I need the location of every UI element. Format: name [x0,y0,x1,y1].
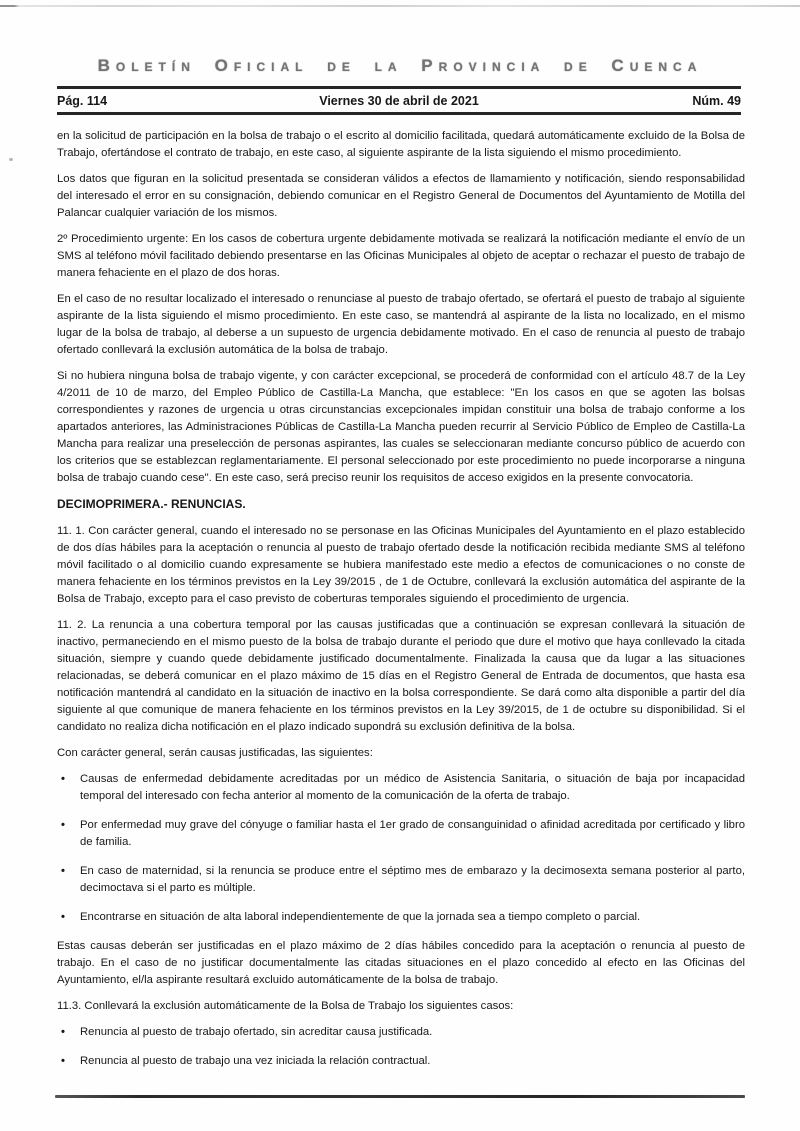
footer-rule [55,1095,745,1098]
bullet-icon: • [61,911,65,923]
bullet-icon: • [61,1026,65,1038]
bullet-text: Renuncia al puesto de trabajo ofertado, sin acreditar causa justificada. [80,1026,433,1038]
scan-speck [9,158,13,161]
paragraph: Si no hubiera ninguna bolsa de trabajo vigente, y con carácter excepcional, se procederá de conformidad con el artículo 48.7 de la Ley 4/2011 de 10 de marzo, del Empleo Público de Castilla-La Mancha, que establece: "En los casos en que se agoten las bolsas correspondientes y razones de urgencia u otras circunstancias excepcionales impidan constituir una bolsa de trabajo conforme a los apartados anteriores, las Administraciones Públicas de Castilla-La Mancha pueden recurrir al Servicio Público de Empleo de Castilla-La Mancha para realizar una preselección de personas aspirantes, las cuales se seleccionaran mediante concurso público de acuerdo con los criterios que se establezcan reglamentariamente. El personal seleccionado por este procedimiento no puede incorporarse a ninguna bolsa de trabajo cuando cese". En este caso, será preciso reunir los requisitos de acceso exigidos en la presente convocatoria. [57,370,745,484]
page-header-band [57,86,741,115]
paragraph: 2º Procedimiento urgente: En los casos de cobertura urgente debidamente motivada se realizará la notificación mediante el envío de un SMS al teléfono móvil facilitado debiendo presentarse en las Oficinas Municipales al objeto de aceptar o rechazar el puesto de trabajo de manera fehaciente en el plazo de dos horas. [57,233,745,279]
bullet-text: Encontrarse en situación de alta laboral independientemente de que la jornada sea a tiempo completo o parcial. [80,911,641,923]
bullet-item [57,909,745,926]
scan-edge-artifact [0,5,800,7]
issue-number-label: Núm. 49 [692,93,741,108]
bullet-icon: • [61,1055,65,1067]
paragraph: 11.3. Conllevará la exclusión automáticamente de la Bolsa de Trabajo los siguientes casos: [57,1000,514,1012]
bullet-icon: • [61,819,65,831]
paragraph: Estas causas deberán ser justificadas en el plazo máximo de 2 días hábiles concedido para la aceptación o renuncia al puesto de trabajo. En el caso de no justificar documentalmente las citadas situaciones en el plazo concedido al efecto en las Oficinas del Ayuntamiento, el/la aspirante resultará excluido automáticamente de la bolsa de trabajo. [57,940,745,986]
paragraph: 11. 1. Con carácter general, cuando el interesado no se personase en las Oficinas Municipales del Ayuntamiento en el plazo establecido de dos días hábiles para la aceptación o renuncia al puesto de trabajo ofertado desde la notificación recibida mediante SMS al teléfono móvil facilitado o al domicilio cuando expresamente se hubiera manifestado este medio a efectos de comunicaciones o no conste de manera fehaciente en los términos previstos en la Ley 39/2015 , de 1 de Octubre, conllevará la exclusión automática del aspirante de la Bolsa de Trabajo, excepto para el caso previsto de coberturas temporales siguiendo el procedimiento de urgencia. [57,525,745,605]
paragraph: En el caso de no resultar localizado el interesado o renunciase al puesto de trabajo ofertado, se ofertará el puesto de trabajo al siguiente aspirante de la lista siguiendo el mismo procedimiento. En este caso, se mantendrá al aspirante de la lista no localizado, en el mismo lugar de la bolsa de trabajo, al deberse a un supuesto de urgencia debidamente motivado. En el caso de renuncia al puesto de trabajo ofertado conllevará la exclusión automática de la bolsa de trabajo. [57,293,745,356]
page-number-label: Pág. 114 [57,93,108,108]
bullet-item [57,1053,745,1070]
document-body [57,128,745,1082]
bullet-text: Causas de enfermedad debidamente acreditadas por un médico de Asistencia Sanitaria, o situación de baja por incapacidad temporal del interesado con fecha anterior al momento de la comunicación de la oferta de trabajo. [80,773,745,802]
bullet-item [57,863,745,897]
paragraph: Los datos que figuran en la solicitud presentada se consideran válidos a efectos de llamamiento y notificación, siendo responsabilidad del interesado el error en su consignación, debiendo comunicar en el Registro General de Documentos del Ayuntamiento de Motilla del Palancar cualquier variación de los mismos. [57,173,745,219]
bullet-text: Renuncia al puesto de trabajo una vez iniciada la relación contractual. [80,1055,431,1067]
bullet-text: Por enfermedad muy grave del cónyuge o familiar hasta el 1er grado de consanguinidad o afinidad acreditada por certificado y libro de familia. [80,819,745,848]
bulletin-masthead-title: Boletín Oficial de la Provincia de Cuenca [97,56,703,75]
bullet-icon: • [61,773,65,785]
bullet-item [57,817,745,851]
bullet-item [57,1024,745,1041]
bullet-text: En caso de maternidad, si la renuncia se produce entre el séptimo mes de embarazo y la decimosexta semana posterior al parto, decimoctava si el parto es múltiple. [80,865,745,894]
paragraph: en la solicitud de participación en la bolsa de trabajo o el escrito al domicilio facilitada, quedará automáticamente excluido de la Bolsa de Trabajo, ofertándose el contrato de trabajo, en este caso, al siguiente aspirante de la lista siguiendo el mismo procedimiento. [57,130,745,159]
section-heading-renuncias: DECIMOPRIMERA.- RENUNCIAS. [57,497,246,511]
paragraph: 11. 2. La renuncia a una cobertura temporal por las causas justificadas que a continuación se expresan conllevará la situación de inactivo, permaneciendo en el mismo puesto de la bolsa de trabajo durante el periodo que dure el motivo que haya conllevado la citada situación, siempre y cuando quede debidamente justificado documentalmente. Finalizada la causa que da lugar a las situaciones relacionadas, se deberá comunicar en el plazo máximo de 15 días en el Registro General de Entrada de documentos, que hasta esa notificación mantendrá al candidato en la situación de inactivo en la bolsa correspondiente. Se dará como alta disponible a partir del día siguiente al que comunique de manera fehaciente en los términos previstos en la Ley 39/2015, de 1 de octubre su disponibilidad. Si el candidato no realiza dicha notificación en el plazo indicado supondrá su exclusión definitiva de la bolsa. [57,619,745,733]
bullet-icon: • [61,865,65,877]
issue-date-label: Viernes 30 de abril de 2021 [319,93,479,108]
bullet-item [57,771,745,805]
paragraph: Con carácter general, serán causas justificadas, las siguientes: [57,747,373,759]
